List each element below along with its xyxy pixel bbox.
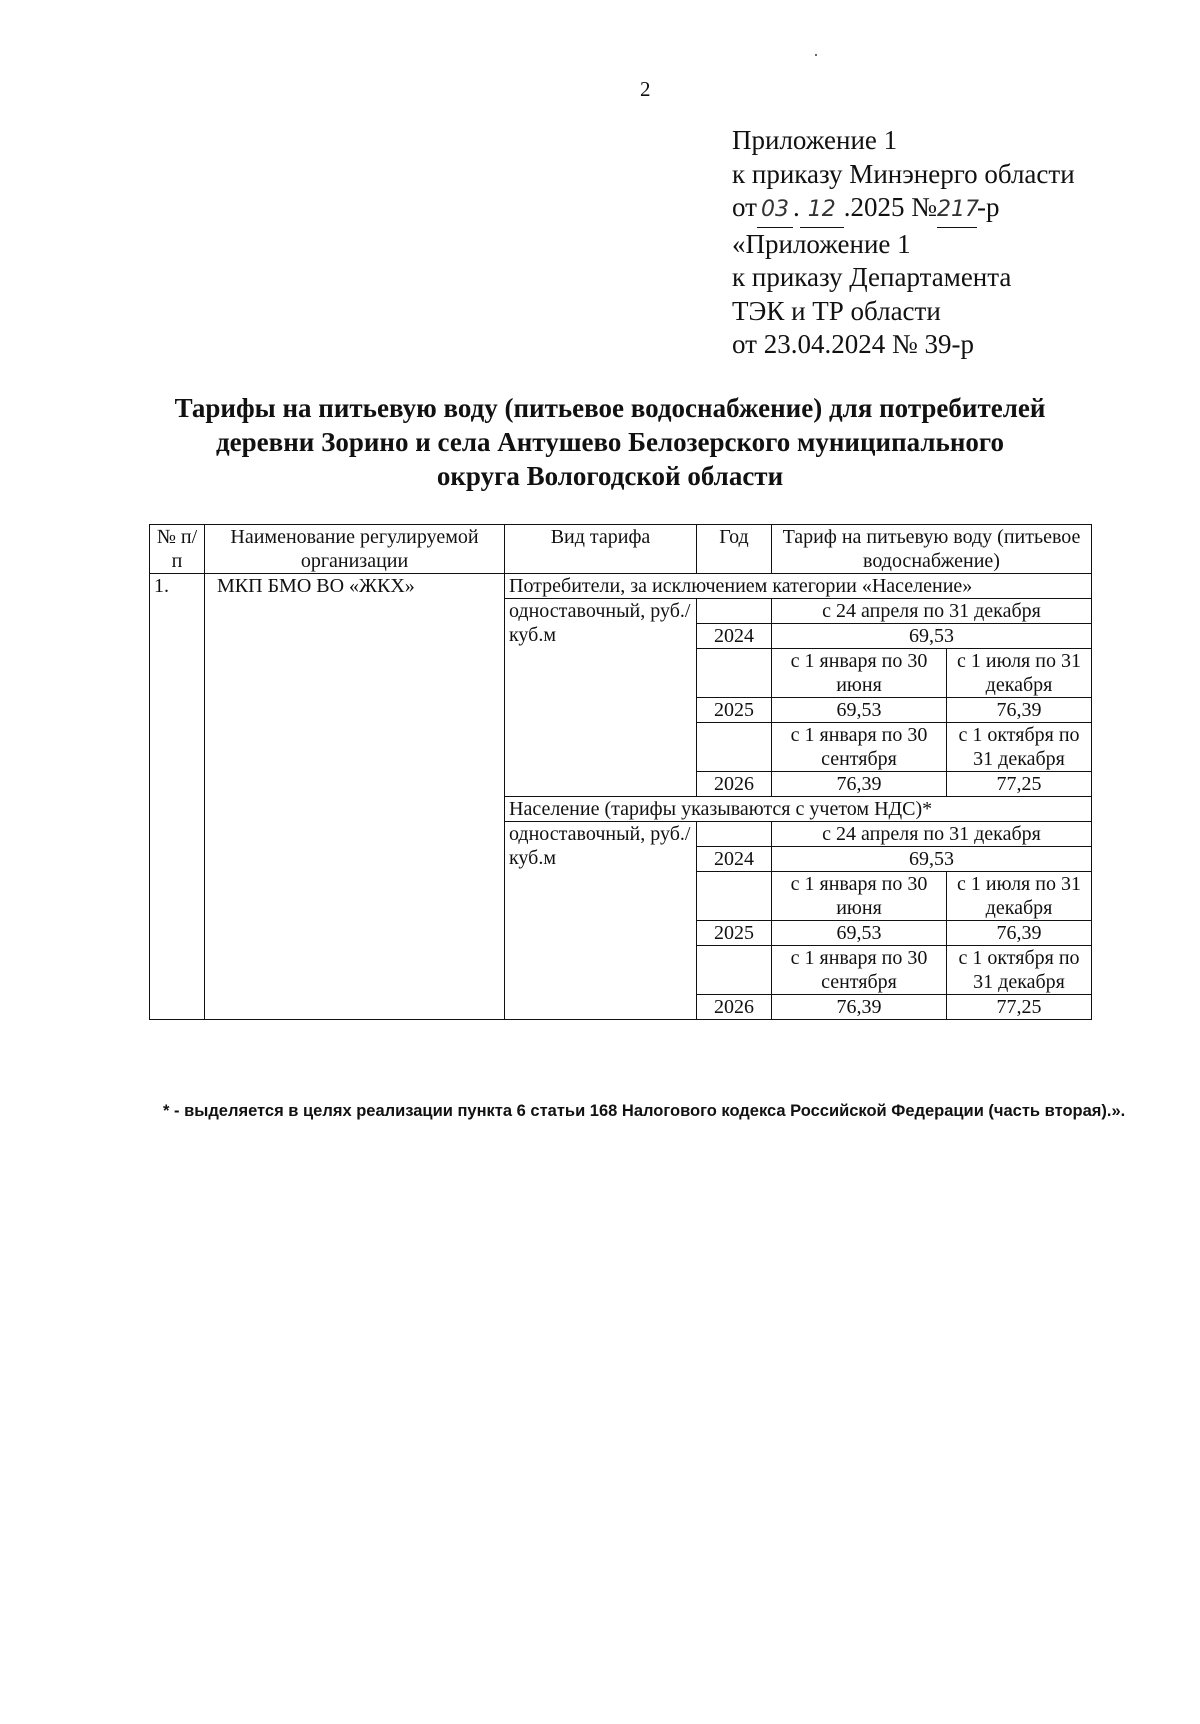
appendix-date-suffix: -р <box>976 192 1000 222</box>
year-cell: 2025 <box>697 698 772 723</box>
period-cell: с 1 января по 30 июня <box>772 872 947 921</box>
title-line: Тарифы на питьевую воду (питьевое водоснабжение) для потребителей <box>174 393 1046 423</box>
year-cell-empty <box>697 599 772 624</box>
table-row <box>150 574 1092 599</box>
table-header-row <box>150 525 1092 574</box>
header-org: Наименование регулируемой организации <box>205 525 505 574</box>
value-cell: 69,53 <box>772 847 1092 872</box>
page-number: 2 <box>640 77 651 101</box>
year-cell: 2024 <box>697 624 772 649</box>
title-line: деревни Зорино и села Антушево Белозерского муниципального <box>216 427 1004 457</box>
value-cell: 77,25 <box>947 995 1092 1020</box>
appendix-date-year: .2025 № <box>843 192 937 222</box>
year-cell-empty <box>697 872 772 921</box>
appendix-line: Приложение 1 <box>732 125 898 155</box>
period-cell: с 1 января по 30 июня <box>772 649 947 698</box>
handwritten-month: 12 <box>800 193 844 228</box>
tariff-type: одноставочный, руб./ куб.м <box>505 822 697 1020</box>
value-cell: 76,39 <box>947 698 1092 723</box>
document-title <box>140 391 1080 493</box>
period-cell: с 24 апреля по 31 декабря <box>772 822 1092 847</box>
year-cell-empty <box>697 649 772 698</box>
appendix-line: к приказу Минэнерго области <box>732 158 1075 189</box>
year-cell-empty <box>697 946 772 995</box>
period-cell: с 24 апреля по 31 декабря <box>772 599 1092 624</box>
header-year: Год <box>697 525 772 574</box>
header-num: № п/п <box>150 525 205 574</box>
footnote: * - выделяется в целях реализации пункта 6 статьи 168 Налогового кодекса Российской Федерации (часть вторая).». <box>163 1102 1126 1120</box>
appendix-date-sep: . <box>792 192 800 222</box>
value-cell: 69,53 <box>772 624 1092 649</box>
value-cell: 76,39 <box>772 772 947 797</box>
value-cell: 77,25 <box>947 772 1092 797</box>
period-cell: с 1 октября по 31 декабря <box>947 723 1092 772</box>
year-cell: 2025 <box>697 921 772 946</box>
period-cell: с 1 июля по 31 декабря <box>947 649 1092 698</box>
year-cell-empty <box>697 822 772 847</box>
handwritten-number: 217 <box>937 193 977 228</box>
year-cell-empty <box>697 723 772 772</box>
appendix-block <box>732 124 1075 362</box>
period-cell: с 1 января по 30 сентября <box>772 946 947 995</box>
year-cell: 2026 <box>697 772 772 797</box>
value-cell: 69,53 <box>772 698 947 723</box>
value-cell: 69,53 <box>772 921 947 946</box>
tariff-type: одноставочный, руб./ куб.м <box>505 599 697 797</box>
appendix-line: к приказу Департамента <box>732 262 1012 292</box>
section-title: Потребители, за исключением категории «Население» <box>505 574 1092 599</box>
year-cell: 2026 <box>697 995 772 1020</box>
appendix-date-prefix: от <box>732 192 757 222</box>
appendix-line: от 23.04.2024 № 39-р <box>732 329 974 359</box>
year-cell: 2024 <box>697 847 772 872</box>
value-cell: 76,39 <box>947 921 1092 946</box>
scan-dot <box>815 54 817 56</box>
title-line: округа Вологодской области <box>436 461 784 491</box>
period-cell: с 1 января по 30 сентября <box>772 723 947 772</box>
header-tariff: Тариф на питьевую воду (питьевое водоснабжение) <box>772 525 1092 574</box>
period-cell: с 1 июля по 31 декабря <box>947 872 1092 921</box>
appendix-date-line <box>732 191 1075 228</box>
org-name: МКП БМО ВО «ЖКХ» <box>205 574 505 1020</box>
appendix-line: «Приложение 1 <box>732 228 911 259</box>
header-type: Вид тарифа <box>505 525 697 574</box>
appendix-line: ТЭК и ТР области <box>732 295 941 326</box>
tariff-table <box>149 524 1092 1020</box>
handwritten-day: 03 <box>757 193 793 228</box>
section-title: Население (тарифы указываются с учетом НДС)* <box>505 797 1092 822</box>
period-cell: с 1 октября по 31 декабря <box>947 946 1092 995</box>
row-number: 1. <box>150 574 205 1020</box>
value-cell: 76,39 <box>772 995 947 1020</box>
